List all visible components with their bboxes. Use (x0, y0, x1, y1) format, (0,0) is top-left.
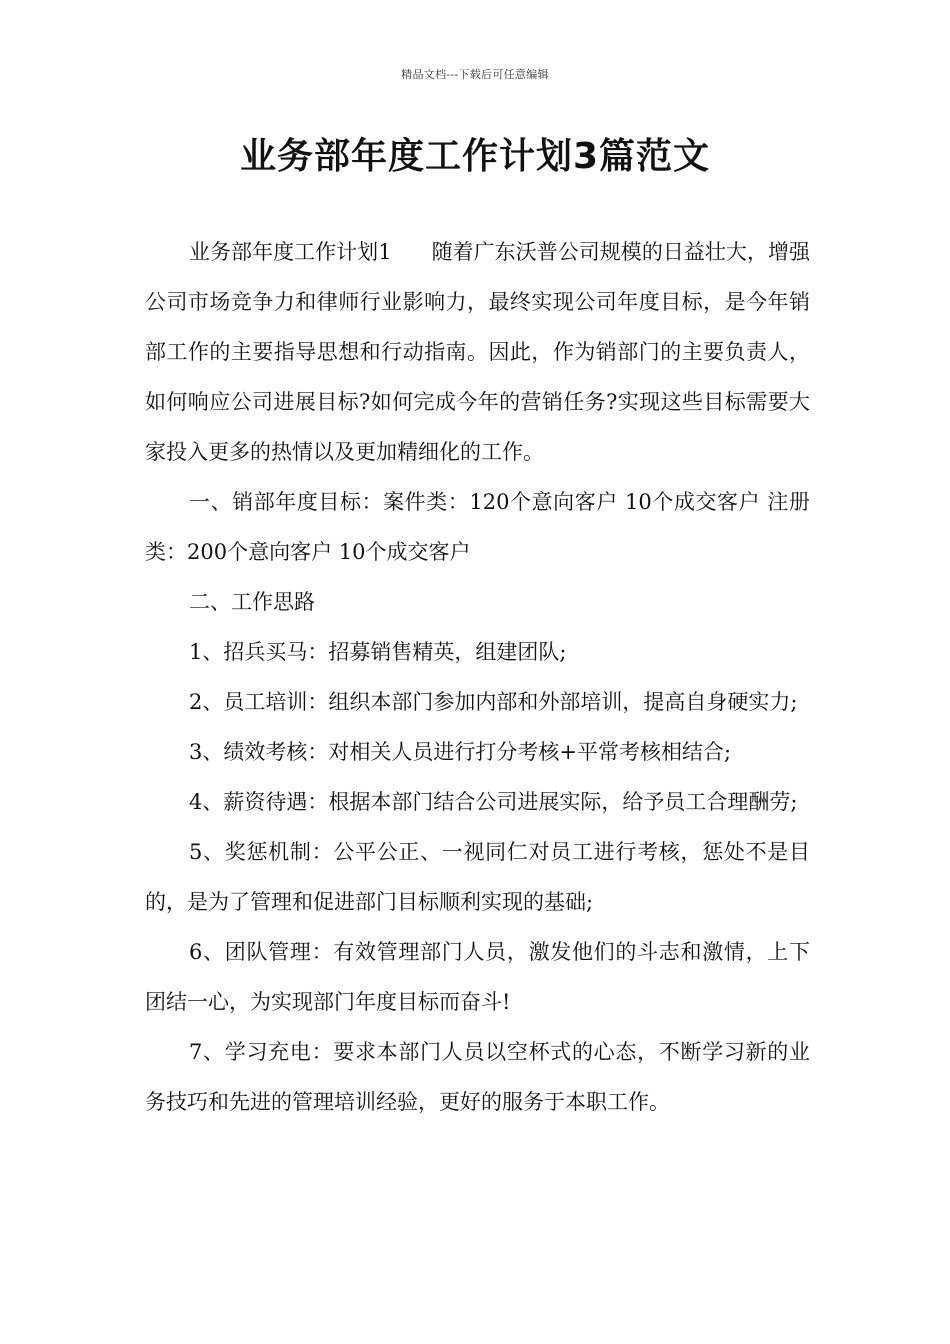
document-title: 业务部年度工作计划3篇范文 (239, 136, 711, 177)
paragraph-heading-approach: 二、工作思路 (189, 590, 315, 614)
intro-paragraph (145, 227, 810, 477)
intro-lead: 业务部年度工作计划1 (189, 240, 392, 264)
paragraph-item-1: 1、招兵买马：招募销售精英，组建团队; (189, 640, 567, 664)
paragraph-item-5: 5、奖惩机制：公平公正、一视同仁对员工进行考核，惩处不是目的，是为了管理和促进部门目标顺利实现的基础; (145, 840, 810, 914)
paragraph-item-6: 6、团队管理：有效管理部门人员，激发他们的斗志和激情，上下团结一心，为实现部门年度目标而奋斗! (145, 940, 810, 1014)
paragraph-item-3: 3、绩效考核：对相关人员进行打分考核+平常考核相结合; (189, 740, 732, 764)
paragraph-item-7: 7、学习充电：要求本部门人员以空杯式的心态，不断学习新的业务技巧和先进的管理培训经验，更好的服务于本职工作。 (145, 1040, 810, 1114)
header-note: 精品文档---下载后可任意编辑 (401, 68, 549, 81)
paragraph-item-2: 2、员工培训：组织本部门参加内部和外部培训，提高自身硬实力; (189, 690, 798, 714)
paragraph-item-4: 4、薪资待遇：根据本部门结合公司进展实际，给予员工合理酬劳; (189, 790, 798, 814)
intro-text: 随着广东沃普公司规模的日益壮大，增强公司市场竞争力和律师行业影响力，最终实现公司年度目标，是今年销部工作的主要指导思想和行动指南。因此，作为销部门的主要负责人，如何响应公司进展目标?如何完成今年的营销任务?实现这些目标需要大家投入更多的热情以及更加精细化的工作。 (145, 240, 810, 464)
paragraph-goals: 一、销部年度目标：案件类：120个意向客户 10个成交客户 注册类：200个意向客户 10个成交客户 (145, 490, 810, 564)
document-body (145, 227, 810, 1127)
